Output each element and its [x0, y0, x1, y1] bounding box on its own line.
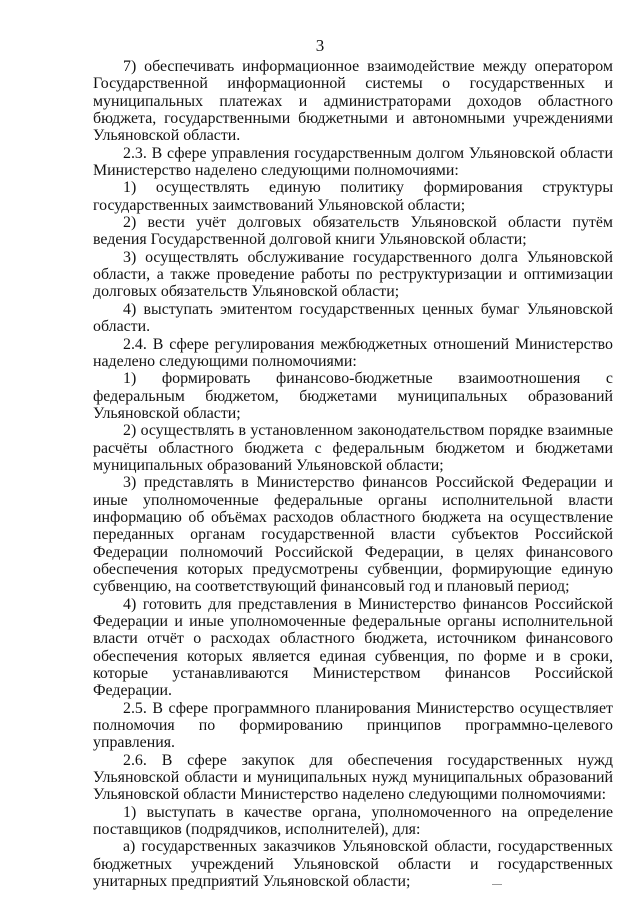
paragraph: 7) обеспечивать информационное взаимодействие между оператором Государственной информационной системы о государственных и муниципальных платежах и администраторами доходов областного бюджета, государственными бюджетными и автономными учреждениями Ульяновской области.: [93, 58, 613, 145]
paragraph: 3) осуществлять обслуживание государственного долга Ульяновской области, а также проведение работы по реструктуризации и оптимизации долговых обязательств Ульяновской области;: [93, 248, 613, 301]
paragraph: 2) вести учёт долговых обязательств Ульяновской области путём ведения Государственной долговой книги Ульяновской области;: [93, 214, 613, 249]
page-number: 3: [315, 36, 325, 55]
paragraph: 2.6. В сфере закупок для обеспечения государственных нужд Ульяновской области и муниципальных нужд муниципальных образований Ульяновской области Министерство наделено следующими полномочиями:: [93, 751, 613, 804]
paragraph: 2.3. В сфере управления государственным долгом Ульяновской области Министерство наделено следующими полномочиями:: [93, 144, 613, 180]
paragraph: 1) формировать финансово-бюджетные взаимоотношения с федеральным бюджетом, бюджетами муниципальных образований Ульяновской области;: [93, 370, 613, 422]
paragraph: 4) выступать эмитентом государственных ценных бумаг Ульяновской области.: [93, 300, 613, 336]
paragraph: 2) осуществлять в установленном законодательством порядке взаимные расчёты областного бюджета с федеральным бюджетом и бюджетами муниципальных образований Ульяновской области;: [93, 422, 613, 474]
paragraph: а) государственных заказчиков Ульяновской области, государственных бюджетных учреждений Ульяновской области и государственных унитарных предприятий Ульяновской области;: [93, 838, 613, 891]
paragraph: 1) осуществлять единую политику формирования структуры государственных заимствований Ульяновской области;: [93, 179, 613, 214]
document-body: [93, 58, 613, 891]
paragraph: 2.4. В сфере регулирования межбюджетных отношений Министерство наделено следующими полномочиями:: [93, 335, 613, 370]
scan-artifact: [492, 884, 502, 885]
paragraph: 1) выступать в качестве органа, уполномоченного на определение поставщиков (подрядчиков, исполнителей), для:: [93, 803, 613, 839]
paragraph: 2.5. В сфере программного планирования Министерство осуществляет полномочия по формированию принципов программно-целевого управления.: [93, 699, 613, 752]
paragraph: 4) готовить для представления в Министерство финансов Российской Федерации и иные уполномоченные федеральные органы исполнительной власти отчёт о расходах областного бюджета, источником финансового обеспечения которых является единая субвенция, по форме и в сроки, которые устанавливаются Министерством финансов Российской Федерации.: [93, 595, 613, 700]
paragraph: 3) представлять в Министерство финансов Российской Федерации и иные уполномоченные федеральные органы исполнительной власти информацию об объёмах расходов областного бюджета на осуществление переданных органам государственной власти субъектов Российской Федерации полномочий Российской Федерации, в целях финансового обеспечения которых предусмотрены субвенции, формирующие единую субвенцию, на соответствующий финансовый год и плановый период;: [93, 474, 613, 596]
